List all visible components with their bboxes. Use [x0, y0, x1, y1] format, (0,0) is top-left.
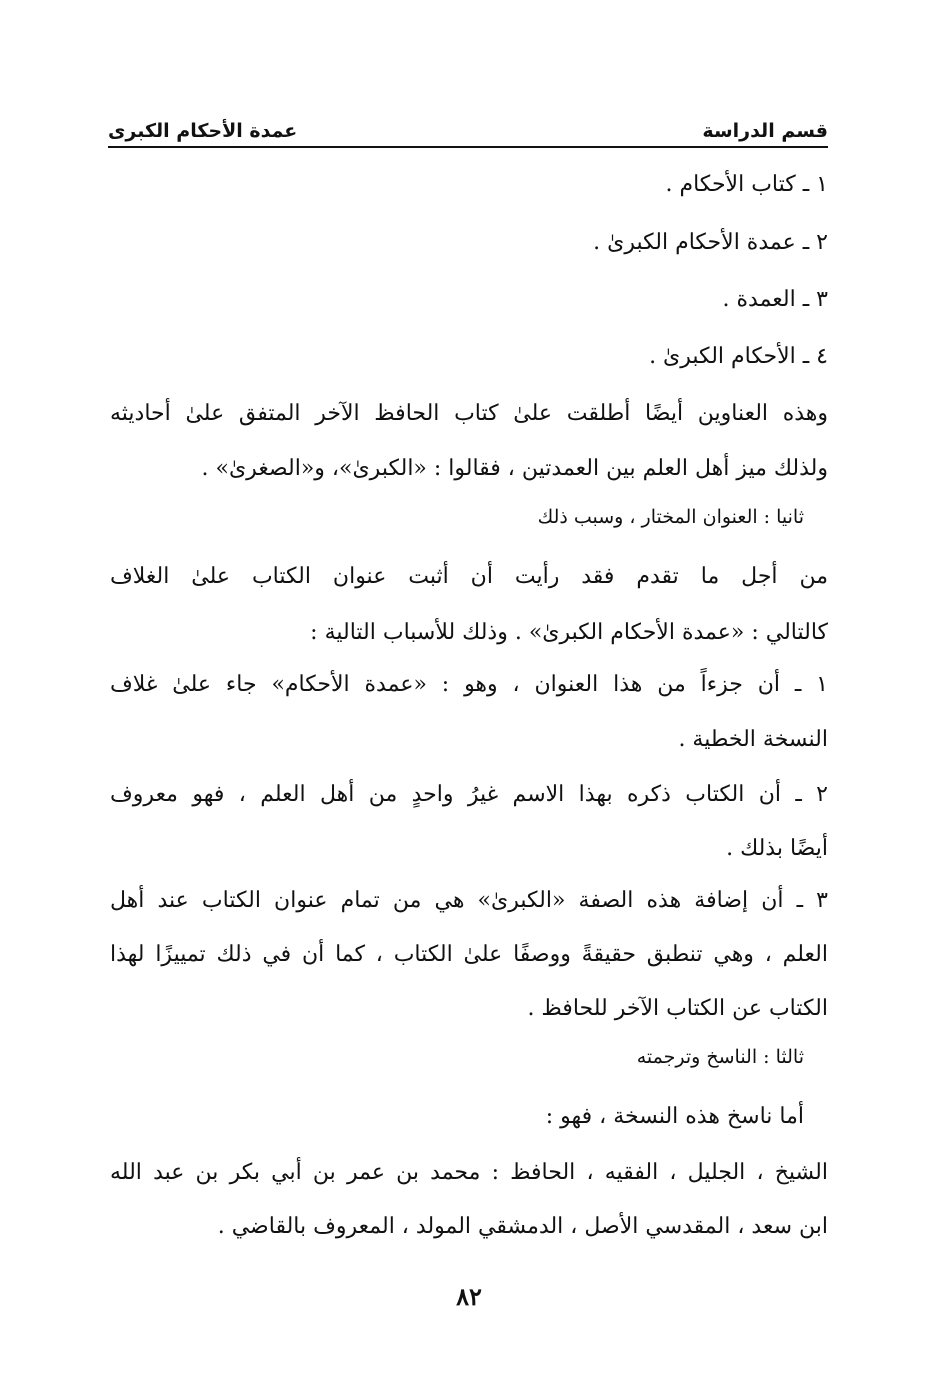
paragraph-line: ٢ ـ أن الكتاب ذكره بهذا الاسم غيرُ واحدٍ من أهل العلم ، فهو معروف: [110, 782, 828, 807]
title-list-item: ٤ ـ الأحكام الكبرىٰ .: [649, 344, 828, 369]
paragraph-line: ٣ ـ أن إضافة هذه الصفة «الكبرىٰ» هي من تمام عنوان الكتاب عند أهل: [110, 888, 828, 913]
paragraph-line: النسخة الخطية .: [678, 727, 828, 752]
title-list-item: ٣ ـ العمدة .: [722, 287, 828, 312]
paragraph-line: من أجل ما تقدم فقد رأيت أن أثبت عنوان الكتاب علىٰ الغلاف: [110, 564, 828, 589]
title-list-item: ٢ ـ عمدة الأحكام الكبرىٰ .: [593, 230, 828, 255]
paragraph-line: الشيخ ، الجليل ، الفقيه ، الحافظ : محمد بن عمر بن أبي بكر بن عبد الله: [110, 1160, 828, 1185]
paragraph-line: ولذلك ميز أهل العلم بين العمدتين ، فقالوا : «الكبرىٰ»، و«الصغرىٰ» .: [201, 456, 828, 481]
section-heading: ثانيا : العنوان المختار ، وسبب ذلك: [537, 506, 804, 528]
paragraph-line: أيضًا بذلك .: [726, 836, 828, 861]
paragraph-line: ابن سعد ، المقدسي الأصل ، الدمشقي المولد ، المعروف بالقاضي .: [217, 1214, 828, 1239]
paragraph-line: كالتالي : «عمدة الأحكام الكبرىٰ» . وذلك للأسباب التالية :: [310, 620, 828, 645]
running-header: [108, 106, 828, 148]
paragraph-line: العلم ، وهي تنطبق حقيقةً ووصفًا علىٰ الكتاب ، كما أن في ذلك تمييزًا لهذا: [110, 942, 828, 967]
header-book-title: عمدة الأحكام الكبرى: [108, 120, 298, 142]
paragraph-line: ١ ـ أن جزءاً من هذا العنوان ، وهو : «عمدة الأحكام» جاء علىٰ غلاف: [110, 672, 828, 697]
page-number: ٨٢: [456, 1282, 482, 1311]
paragraph-line: الكتاب عن الكتاب الآخر للحافظ .: [527, 996, 828, 1021]
header-section-title: قسم الدراسة: [702, 120, 828, 142]
section-heading: ثالثا : الناسخ وترجمته: [636, 1046, 804, 1068]
title-list-item: ١ ـ كتاب الأحكام .: [665, 172, 828, 197]
paragraph-line: أما ناسخ هذه النسخة ، فهو :: [545, 1104, 804, 1129]
paragraph-line: وهذه العناوين أيضًا أطلقت علىٰ كتاب الحافظ الآخر المتفق علىٰ أحاديثه: [110, 401, 828, 426]
